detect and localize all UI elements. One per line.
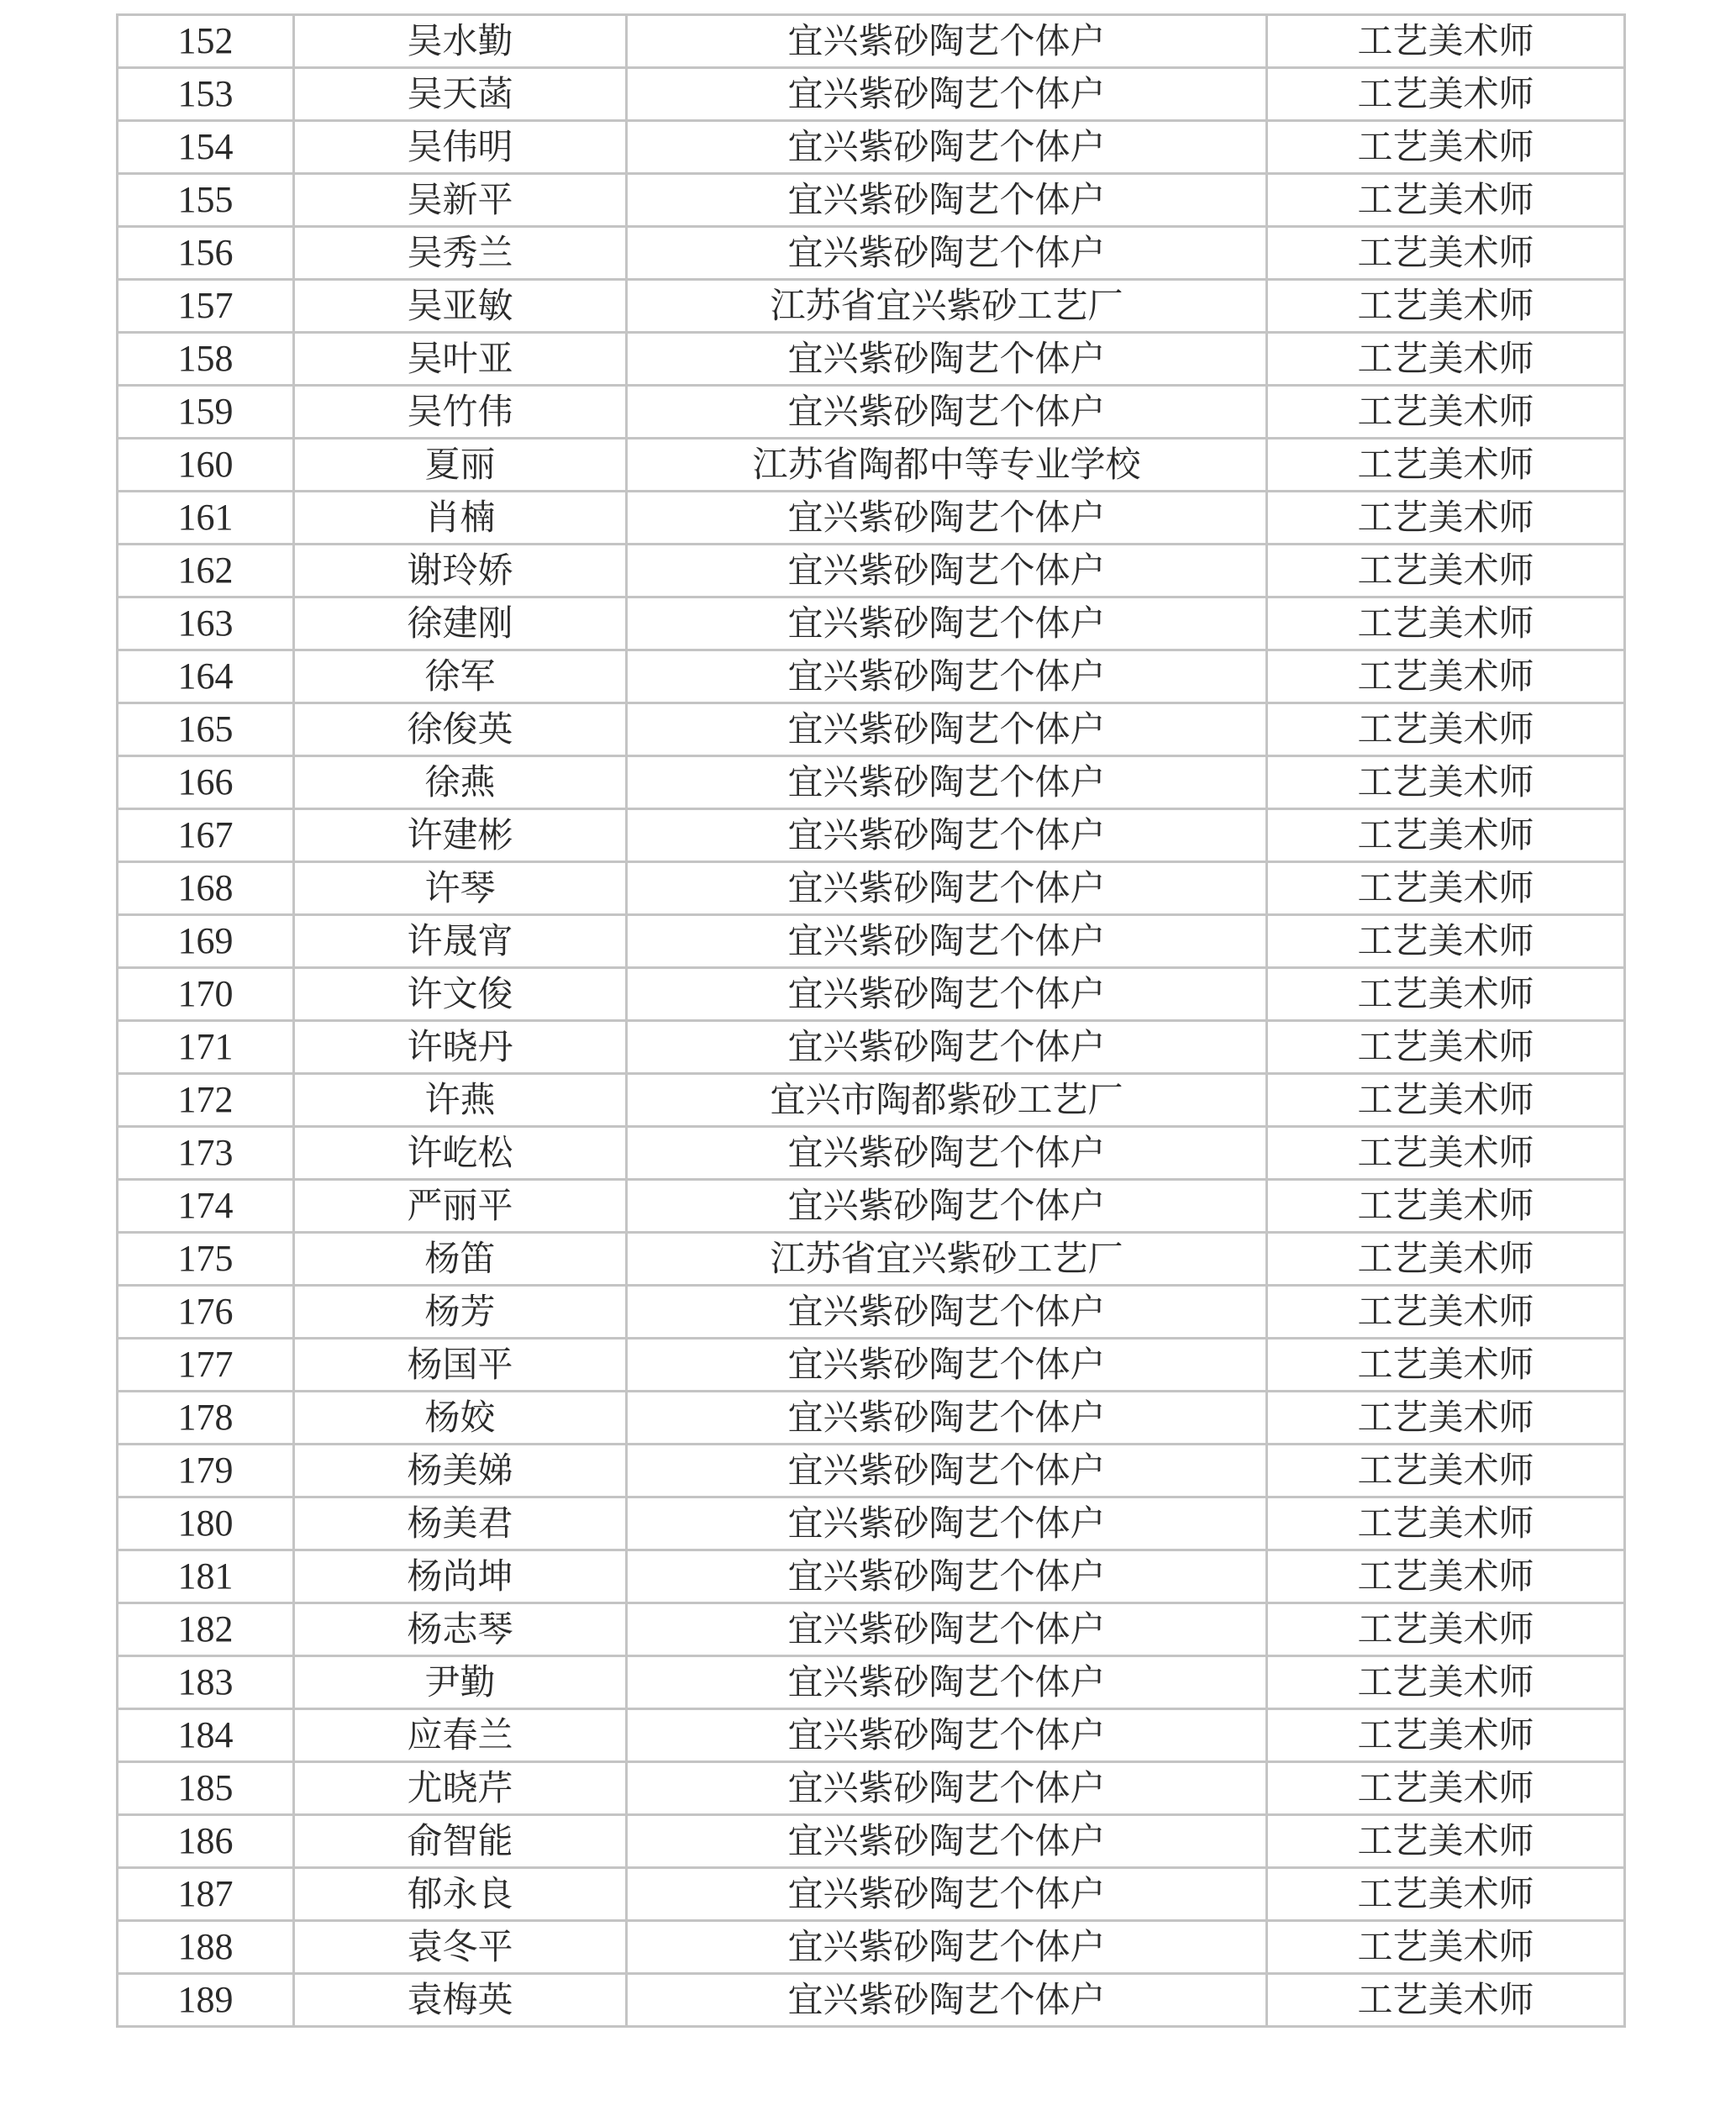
table-row [118,1339,1625,1392]
professional-title-cell: 工艺美术师 [1267,862,1625,915]
table-row [118,333,1625,386]
work-unit-cell: 江苏省宜兴紫砂工艺厂 [627,280,1267,333]
work-unit-cell: 宜兴紫砂陶艺个体户 [627,227,1267,280]
name-cell: 许燕 [294,1074,627,1127]
name-cell: 许建彬 [294,809,627,862]
serial-number-cell: 165 [118,703,294,756]
table-row [118,915,1625,968]
serial-number-cell: 167 [118,809,294,862]
name-cell: 尹勤 [294,1656,627,1709]
serial-number-cell: 160 [118,439,294,492]
work-unit-cell: 宜兴紫砂陶艺个体户 [627,809,1267,862]
work-unit-cell: 宜兴紫砂陶艺个体户 [627,1921,1267,1974]
table-row [118,174,1625,227]
work-unit-cell: 宜兴紫砂陶艺个体户 [627,1497,1267,1550]
name-cell: 徐军 [294,650,627,703]
name-cell: 吴天菡 [294,68,627,121]
professional-title-cell: 工艺美术师 [1267,1392,1625,1445]
name-cell: 许晟宵 [294,915,627,968]
professional-title-cell: 工艺美术师 [1267,68,1625,121]
work-unit-cell: 宜兴紫砂陶艺个体户 [627,968,1267,1021]
name-cell: 肖楠 [294,492,627,545]
table-row [118,1921,1625,1974]
professional-title-cell: 工艺美术师 [1267,1762,1625,1815]
name-cell: 俞智能 [294,1815,627,1868]
professional-title-cell: 工艺美术师 [1267,386,1625,439]
work-unit-cell: 宜兴紫砂陶艺个体户 [627,68,1267,121]
roster-table-body [118,15,1625,2027]
table-row [118,1868,1625,1921]
name-cell: 严丽平 [294,1180,627,1233]
name-cell: 吴水勤 [294,15,627,68]
work-unit-cell: 宜兴紫砂陶艺个体户 [627,862,1267,915]
work-unit-cell: 宜兴紫砂陶艺个体户 [627,492,1267,545]
roster-sheet [116,13,1623,2028]
name-cell: 杨国平 [294,1339,627,1392]
name-cell: 郁永良 [294,1868,627,1921]
serial-number-cell: 166 [118,756,294,809]
name-cell: 杨芳 [294,1286,627,1339]
professional-title-cell: 工艺美术师 [1267,1974,1625,2027]
table-row [118,862,1625,915]
name-cell: 夏丽 [294,439,627,492]
serial-number-cell: 162 [118,545,294,597]
work-unit-cell: 宜兴紫砂陶艺个体户 [627,1392,1267,1445]
work-unit-cell: 宜兴紫砂陶艺个体户 [627,1974,1267,2027]
serial-number-cell: 170 [118,968,294,1021]
professional-title-cell: 工艺美术师 [1267,280,1625,333]
professional-title-cell: 工艺美术师 [1267,968,1625,1021]
serial-number-cell: 188 [118,1921,294,1974]
serial-number-cell: 178 [118,1392,294,1445]
professional-title-cell: 工艺美术师 [1267,1021,1625,1074]
professional-title-cell: 工艺美术师 [1267,1339,1625,1392]
professional-title-cell: 工艺美术师 [1267,492,1625,545]
name-cell: 吴伟明 [294,121,627,174]
work-unit-cell: 宜兴紫砂陶艺个体户 [627,1603,1267,1656]
work-unit-cell: 宜兴紫砂陶艺个体户 [627,174,1267,227]
table-row [118,1286,1625,1339]
professional-title-cell: 工艺美术师 [1267,333,1625,386]
work-unit-cell: 宜兴紫砂陶艺个体户 [627,545,1267,597]
table-row [118,280,1625,333]
name-cell: 许琴 [294,862,627,915]
serial-number-cell: 159 [118,386,294,439]
work-unit-cell: 江苏省宜兴紫砂工艺厂 [627,1233,1267,1286]
table-row [118,703,1625,756]
serial-number-cell: 175 [118,1233,294,1286]
serial-number-cell: 158 [118,333,294,386]
table-row [118,227,1625,280]
work-unit-cell: 宜兴紫砂陶艺个体户 [627,1550,1267,1603]
serial-number-cell: 172 [118,1074,294,1127]
professional-title-cell: 工艺美术师 [1267,227,1625,280]
table-row [118,809,1625,862]
table-row [118,597,1625,650]
serial-number-cell: 179 [118,1445,294,1497]
professional-title-cell: 工艺美术师 [1267,756,1625,809]
table-row [118,1815,1625,1868]
name-cell: 徐俊英 [294,703,627,756]
work-unit-cell: 宜兴紫砂陶艺个体户 [627,650,1267,703]
work-unit-cell: 宜兴紫砂陶艺个体户 [627,333,1267,386]
serial-number-cell: 163 [118,597,294,650]
name-cell: 吴叶亚 [294,333,627,386]
table-row [118,1709,1625,1762]
serial-number-cell: 157 [118,280,294,333]
work-unit-cell: 宜兴紫砂陶艺个体户 [627,1815,1267,1868]
serial-number-cell: 180 [118,1497,294,1550]
name-cell: 杨美君 [294,1497,627,1550]
work-unit-cell: 宜兴紫砂陶艺个体户 [627,915,1267,968]
table-row [118,1392,1625,1445]
professional-title-cell: 工艺美术师 [1267,1815,1625,1868]
professional-title-cell: 工艺美术师 [1267,1921,1625,1974]
serial-number-cell: 152 [118,15,294,68]
serial-number-cell: 173 [118,1127,294,1180]
professional-title-cell: 工艺美术师 [1267,15,1625,68]
name-cell: 尤晓芹 [294,1762,627,1815]
serial-number-cell: 168 [118,862,294,915]
serial-number-cell: 186 [118,1815,294,1868]
table-row [118,492,1625,545]
table-row [118,1656,1625,1709]
table-row [118,439,1625,492]
table-row [118,1074,1625,1127]
work-unit-cell: 宜兴紫砂陶艺个体户 [627,15,1267,68]
name-cell: 杨尚坤 [294,1550,627,1603]
table-row [118,15,1625,68]
work-unit-cell: 宜兴紫砂陶艺个体户 [627,597,1267,650]
serial-number-cell: 183 [118,1656,294,1709]
work-unit-cell: 宜兴紫砂陶艺个体户 [627,386,1267,439]
name-cell: 许晓丹 [294,1021,627,1074]
work-unit-cell: 宜兴市陶都紫砂工艺厂 [627,1074,1267,1127]
roster-table [116,13,1626,2028]
work-unit-cell: 宜兴紫砂陶艺个体户 [627,121,1267,174]
table-row [118,1233,1625,1286]
name-cell: 许屹松 [294,1127,627,1180]
work-unit-cell: 宜兴紫砂陶艺个体户 [627,1127,1267,1180]
serial-number-cell: 182 [118,1603,294,1656]
work-unit-cell: 宜兴紫砂陶艺个体户 [627,1021,1267,1074]
professional-title-cell: 工艺美术师 [1267,809,1625,862]
serial-number-cell: 169 [118,915,294,968]
professional-title-cell: 工艺美术师 [1267,1603,1625,1656]
work-unit-cell: 宜兴紫砂陶艺个体户 [627,1445,1267,1497]
professional-title-cell: 工艺美术师 [1267,439,1625,492]
table-row [118,1021,1625,1074]
serial-number-cell: 181 [118,1550,294,1603]
professional-title-cell: 工艺美术师 [1267,597,1625,650]
table-row [118,1974,1625,2027]
professional-title-cell: 工艺美术师 [1267,545,1625,597]
serial-number-cell: 155 [118,174,294,227]
serial-number-cell: 176 [118,1286,294,1339]
serial-number-cell: 184 [118,1709,294,1762]
table-row [118,756,1625,809]
serial-number-cell: 164 [118,650,294,703]
serial-number-cell: 156 [118,227,294,280]
name-cell: 应春兰 [294,1709,627,1762]
name-cell: 杨志琴 [294,1603,627,1656]
work-unit-cell: 江苏省陶都中等专业学校 [627,439,1267,492]
table-row [118,1550,1625,1603]
serial-number-cell: 177 [118,1339,294,1392]
name-cell: 杨笛 [294,1233,627,1286]
professional-title-cell: 工艺美术师 [1267,1550,1625,1603]
table-row [118,650,1625,703]
serial-number-cell: 171 [118,1021,294,1074]
name-cell: 袁冬平 [294,1921,627,1974]
table-row [118,1497,1625,1550]
serial-number-cell: 187 [118,1868,294,1921]
professional-title-cell: 工艺美术师 [1267,915,1625,968]
work-unit-cell: 宜兴紫砂陶艺个体户 [627,1762,1267,1815]
work-unit-cell: 宜兴紫砂陶艺个体户 [627,1180,1267,1233]
name-cell: 徐燕 [294,756,627,809]
professional-title-cell: 工艺美术师 [1267,1709,1625,1762]
name-cell: 吴秀兰 [294,227,627,280]
professional-title-cell: 工艺美术师 [1267,1868,1625,1921]
professional-title-cell: 工艺美术师 [1267,1656,1625,1709]
serial-number-cell: 153 [118,68,294,121]
table-row [118,1603,1625,1656]
name-cell: 吴亚敏 [294,280,627,333]
professional-title-cell: 工艺美术师 [1267,1233,1625,1286]
professional-title-cell: 工艺美术师 [1267,1445,1625,1497]
professional-title-cell: 工艺美术师 [1267,650,1625,703]
professional-title-cell: 工艺美术师 [1267,1286,1625,1339]
table-row [118,386,1625,439]
work-unit-cell: 宜兴紫砂陶艺个体户 [627,1339,1267,1392]
work-unit-cell: 宜兴紫砂陶艺个体户 [627,1709,1267,1762]
professional-title-cell: 工艺美术师 [1267,1180,1625,1233]
work-unit-cell: 宜兴紫砂陶艺个体户 [627,703,1267,756]
serial-number-cell: 161 [118,492,294,545]
table-row [118,1180,1625,1233]
work-unit-cell: 宜兴紫砂陶艺个体户 [627,1656,1267,1709]
serial-number-cell: 185 [118,1762,294,1815]
work-unit-cell: 宜兴紫砂陶艺个体户 [627,756,1267,809]
table-row [118,1127,1625,1180]
name-cell: 谢玲娇 [294,545,627,597]
professional-title-cell: 工艺美术师 [1267,121,1625,174]
work-unit-cell: 宜兴紫砂陶艺个体户 [627,1868,1267,1921]
serial-number-cell: 154 [118,121,294,174]
name-cell: 吴竹伟 [294,386,627,439]
table-row [118,545,1625,597]
name-cell: 吴新平 [294,174,627,227]
table-row [118,1762,1625,1815]
table-row [118,968,1625,1021]
professional-title-cell: 工艺美术师 [1267,1074,1625,1127]
name-cell: 杨姣 [294,1392,627,1445]
name-cell: 徐建刚 [294,597,627,650]
name-cell: 袁梅英 [294,1974,627,2027]
professional-title-cell: 工艺美术师 [1267,174,1625,227]
work-unit-cell: 宜兴紫砂陶艺个体户 [627,1286,1267,1339]
table-row [118,68,1625,121]
serial-number-cell: 174 [118,1180,294,1233]
name-cell: 许文俊 [294,968,627,1021]
serial-number-cell: 189 [118,1974,294,2027]
professional-title-cell: 工艺美术师 [1267,703,1625,756]
professional-title-cell: 工艺美术师 [1267,1497,1625,1550]
table-row [118,1445,1625,1497]
table-row [118,121,1625,174]
name-cell: 杨美娣 [294,1445,627,1497]
professional-title-cell: 工艺美术师 [1267,1127,1625,1180]
